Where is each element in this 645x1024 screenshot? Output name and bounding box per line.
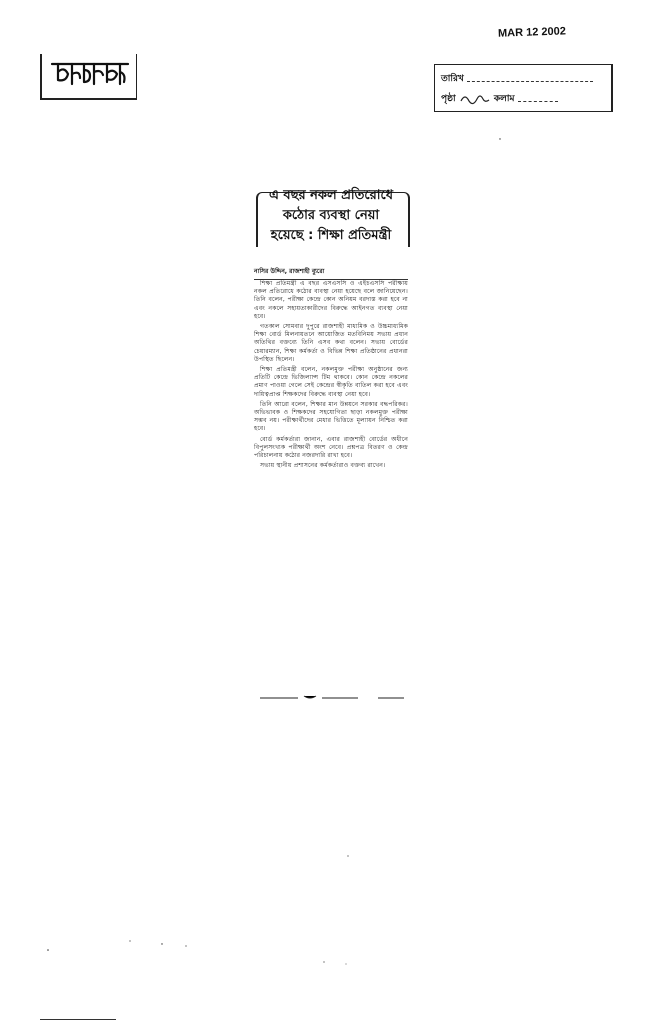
dateline-page-row bbox=[441, 91, 558, 106]
headline-line-1: এ বছর নকল প্রতিরোধে bbox=[268, 188, 394, 203]
headline-line-3: হয়েছে : শিক্ষা প্রতিমন্ত্রী bbox=[270, 228, 392, 243]
page-number-scribble bbox=[459, 93, 491, 105]
newspaper-clipping bbox=[254, 186, 408, 702]
column-fill-line bbox=[518, 95, 558, 102]
received-date-stamp: MAR 12 2002 bbox=[497, 25, 567, 40]
dateline-date-row bbox=[441, 71, 593, 86]
date-label: তারিখ bbox=[441, 74, 464, 84]
bottom-edge-rule bbox=[40, 1019, 116, 1020]
article-byline: নাসির উদ্দিন, রাজশাহী ব্যুরো bbox=[254, 266, 408, 280]
article-paragraph: সভায় স্থানীয় প্রশাসনের কর্মকর্তারাও বক্তব্য রাখেন। bbox=[260, 462, 386, 470]
article-headline bbox=[254, 186, 408, 246]
page-label: পৃষ্ঠা bbox=[441, 94, 456, 104]
article-end-rule bbox=[258, 694, 406, 700]
article-paragraph: গতকাল সোমবার দুপুরে রাজশাহী মাধ্যমিক ও উচ্চমাধ্যমিক শিক্ষা বোর্ড মিলনায়তনে আয়োজিত মতবিনিময় সভায় প্রধান অতিথির বক্তব্যে তিনি এসব কথা বলেন। সভায় বোর্ডের চেয়ারম্যান, শিক্ষা কর্মকর্তা ও বিভিন্ন শিক্ষা প্রতিষ্ঠানের প্রধানরা উপস্থিত ছিলেন। bbox=[254, 323, 408, 363]
date-fill-line bbox=[467, 75, 593, 82]
dateline-stamp bbox=[434, 64, 613, 112]
headline-line-2: কঠোর ব্যবস্থা নেয়া bbox=[282, 208, 380, 223]
article-body bbox=[254, 280, 408, 472]
article-paragraph: শিক্ষা প্রতিমন্ত্রী বলেন, নকলমুক্ত পরীক্ষা অনুষ্ঠানের জন্য প্রতিটি কেন্দ্রে ভিজিল্যান্স টিম থাকবে। কোন কেন্দ্রে নকলের প্রমাণ পাওয়া গেলে সেই কেন্দ্রের স্বীকৃতি বাতিল করা হবে এবং দায়িত্বপ্রাপ্ত শিক্ষকদের বিরুদ্ধে ব্যবস্থা নেয়া হবে। bbox=[254, 366, 408, 398]
article-paragraph: তিনি আরো বলেন, শিক্ষার মান উন্নয়নে সরকার বদ্ধপরিকর। অভিভাবক ও শিক্ষকদের সহযোগিতা ছাড়া নকলমুক্ত পরীক্ষা সম্ভব নয়। পরীক্ষার্থীদের মেধার ভিত্তিতে মূল্যায়ন নিশ্চিত করা হবে। bbox=[254, 400, 408, 433]
newspaper-masthead-box bbox=[40, 54, 137, 100]
column-label: কলাম bbox=[493, 94, 515, 104]
masthead-name-text: যুগান্তর bbox=[50, 58, 53, 59]
article-paragraph: শিক্ষা প্রতিমন্ত্রী এ বছর এসএসসি ও এইচএসসি পরীক্ষায় নকল প্রতিরোধে কঠোর ব্যবস্থা নেয়া হয়েছে বলে জানিয়েছেন। তিনি বলেন, পরীক্ষা কেন্দ্রে কোন অনিয়ম বরদাস্ত করা হবে না এবং নকলে সহায়তাকারীদের বিরুদ্ধে আইনগত ব্যবস্থা নেয়া হবে। bbox=[254, 280, 408, 320]
article-paragraph: বোর্ড কর্মকর্তারা জানান, এবার রাজশাহী বোর্ডের অধীনে বিপুলসংখ্যক পরীক্ষার্থী অংশ নেবে। প্রশ্নপত্র বিতরণ ও কেন্দ্র পরিচালনায় কঠোর নজরদারি রাখা হবে। bbox=[254, 435, 408, 460]
newspaper-logo bbox=[50, 58, 130, 92]
